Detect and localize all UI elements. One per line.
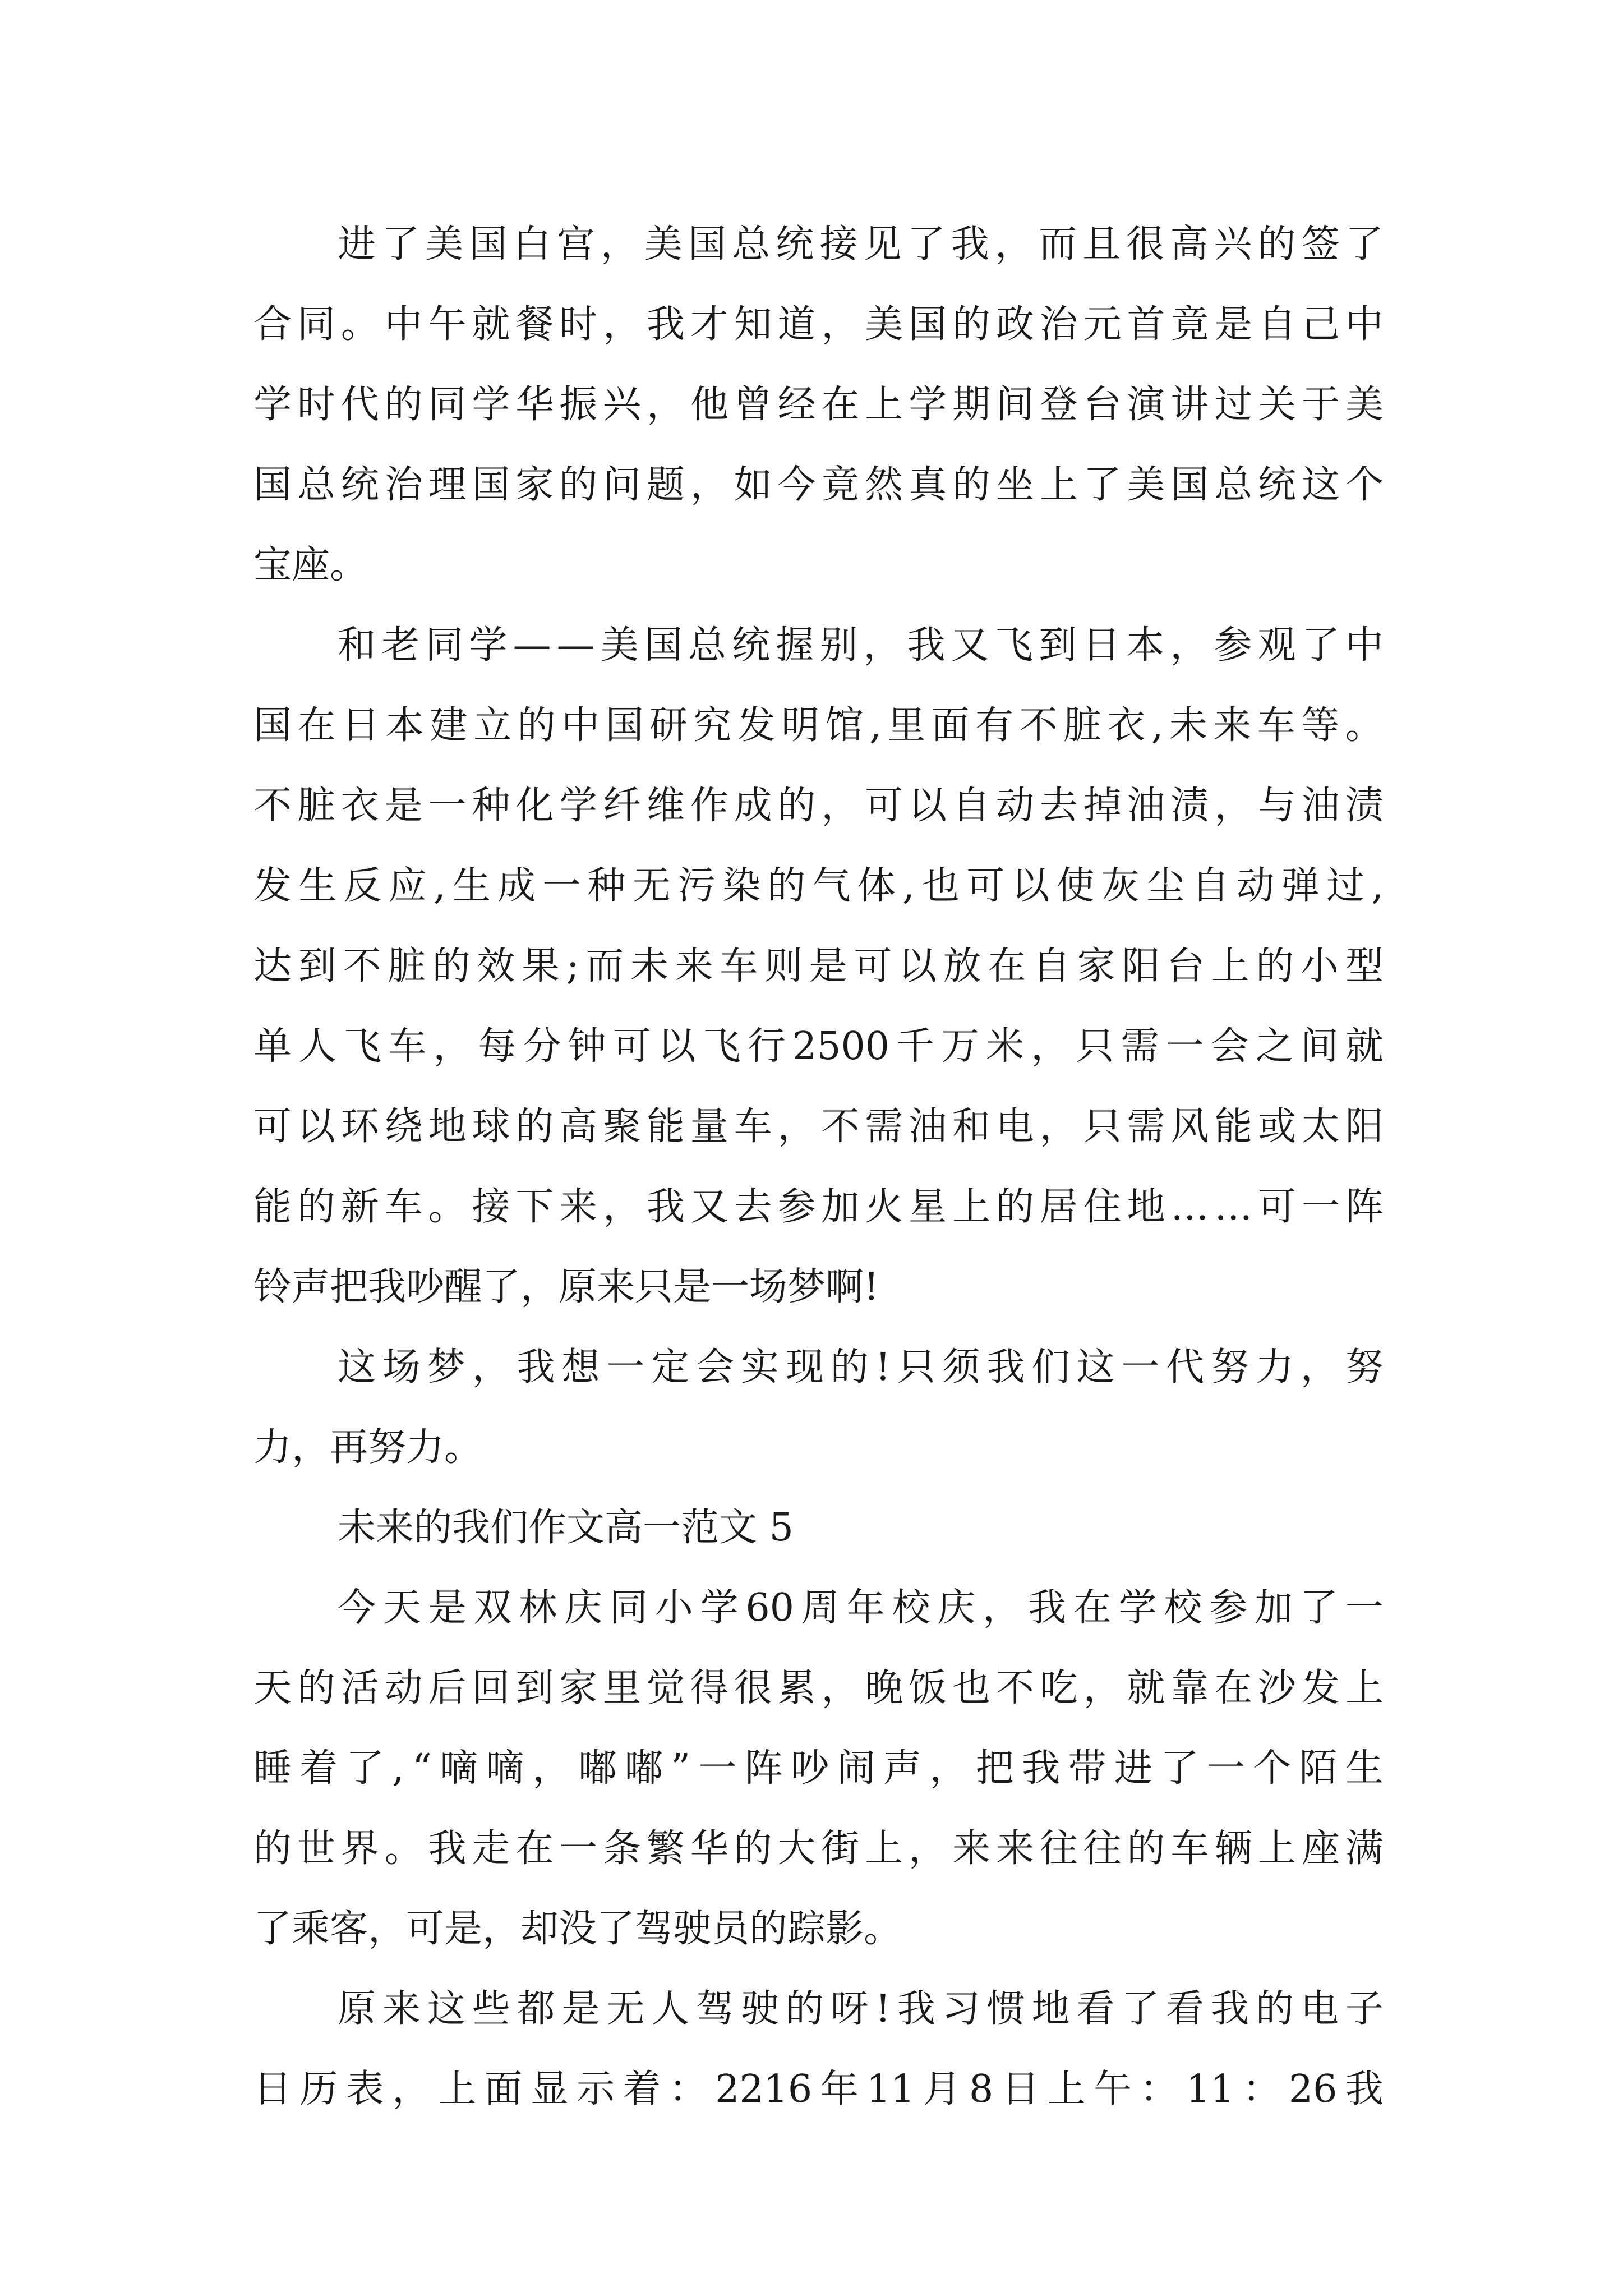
text-line: 宝座。: [253, 543, 368, 587]
text-line: 合 同 。 中 午 就 餐 时 ， 我 才 知 道 ， 美 国 的 政 治 元 首 竟 是 自 己 中: [253, 302, 1384, 347]
body-text: [253, 204, 1384, 2129]
text-line: 不 脏 衣 是 一 种 化 学 纤 维 作 成 的 ， 可 以 自 动 去 掉 油 渍 ， 与 油 渍: [253, 784, 1384, 828]
text-line: 可 以 环 绕 地 球 的 高 聚 能 量 车 ， 不 需 油 和 电 ， 只 需 风 能 或 太 阳: [253, 1105, 1384, 1149]
text-line: 睡 着 了 , “ 嘀 嘀 ， 嘟 嘟 ” 一 阵 吵 闹 声 ， 把 我 带 进 了 一 个 陌 生: [253, 1746, 1384, 1791]
text-line: 国 在 日 本 建 立 的 中 国 研 究 发 明 馆 , 里 面 有 不 脏 衣 , 未 来 车 等 。: [253, 703, 1384, 748]
text-line: 未来的我们作文高一范文 5: [338, 1506, 794, 1550]
text-line: 和 老 同 学 — — 美 国 总 统 握 别 ， 我 又 飞 到 日 本 ， 参 观 了 中: [338, 623, 1384, 668]
text-line: 达 到 不 脏 的 效 果 ; 而 未 来 车 则 是 可 以 放 在 自 家 阳 台 上 的 小 型: [253, 944, 1384, 988]
text-line: 国 总 统 治 理 国 家 的 问 题 ， 如 今 竟 然 真 的 坐 上 了 美 国 总 统 这 个: [253, 463, 1384, 507]
text-line: 进 了 美 国 白 宫 ， 美 国 总 统 接 见 了 我 ， 而 且 很 高 兴 的 签 了: [338, 222, 1384, 266]
text-line: 发 生 反 应 , 生 成 一 种 无 污 染 的 气 体 , 也 可 以 使 灰 尘 自 动 弹 过 ,: [253, 864, 1384, 908]
text-line: 学 时 代 的 同 学 华 振 兴 ， 他 曾 经 在 上 学 期 间 登 台 演 讲 过 关 于 美: [253, 383, 1384, 427]
text-line: 的 世 界 。 我 走 在 一 条 繁 华 的 大 街 上 ， 来 来 往 往 的 车 辆 上 座 满: [253, 1826, 1384, 1871]
text-line: 今 天 是 双 林 庆 同 小 学 60 周 年 校 庆 ， 我 在 学 校 参 加 了 一: [338, 1586, 1384, 1630]
text-line: 能 的 新 车 。 接 下 来 ， 我 又 去 参 加 火 星 上 的 居 住 地 … … 可 一 阵: [253, 1185, 1384, 1229]
text-line: 力，再努力。: [253, 1425, 483, 1470]
text-line: 单 人 飞 车 ， 每 分 钟 可 以 飞 行 2500 千 万 米 ， 只 需 一 会 之 间 就: [253, 1024, 1384, 1069]
text-line: 铃声把我吵醒了，原来只是一场梦啊!: [253, 1265, 879, 1309]
text-line: 这 场 梦 ， 我 想 一 定 会 实 现 的 ! 只 须 我 们 这 一 代 努 力 ， 努: [338, 1345, 1384, 1389]
text-line: 天 的 活 动 后 回 到 家 里 觉 得 很 累 ， 晚 饭 也 不 吃 ， 就 靠 在 沙 发 上: [253, 1666, 1384, 1710]
text-line: 了乘客，可是，却没了驾驶员的踪影。: [253, 1907, 902, 1951]
text-line: 日 历 表 ， 上 面 显 示 着 ： 2216 年 11 月 8 日 上 午 ： 11 ： 26 我: [253, 2067, 1384, 2111]
text-line: 原 来 这 些 都 是 无 人 驾 驶 的 呀 ! 我 习 惯 地 看 了 看 我 的 电 子: [338, 1987, 1384, 2031]
